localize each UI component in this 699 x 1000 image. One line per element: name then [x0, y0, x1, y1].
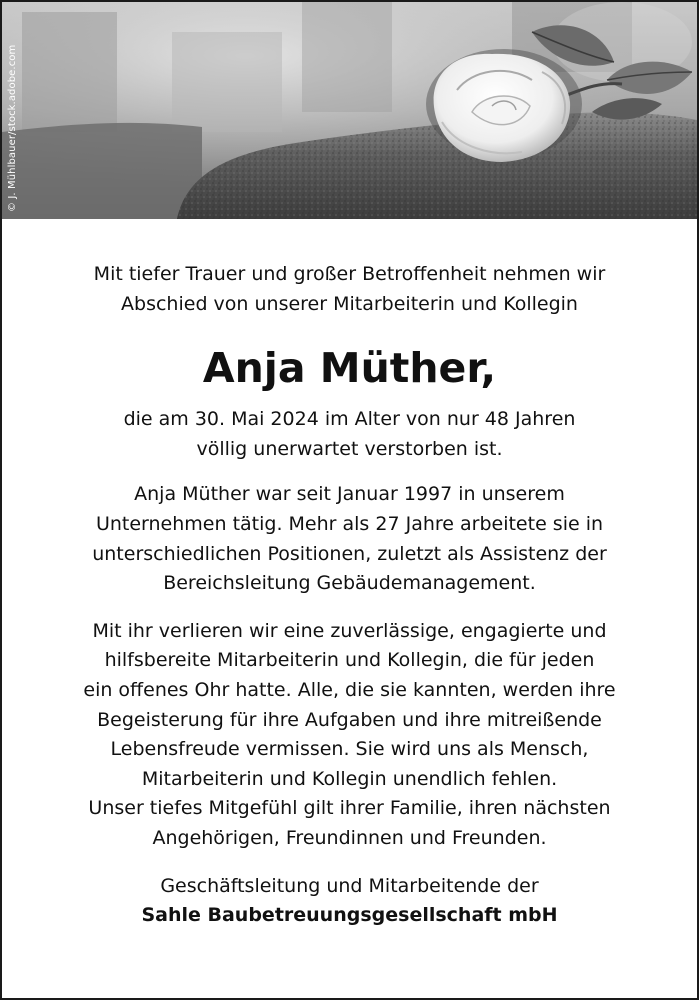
tribute-paragraph [2, 617, 697, 854]
intro-line: Abschied von unserer Mitarbeiterin und Kollegin [121, 292, 578, 315]
tribute-line: hilfsbereite Mitarbeiterin und Kollegin, die für jeden [104, 649, 595, 672]
career-paragraph [2, 480, 697, 598]
tribute-line: Mitarbeiterin und Kollegin unendlich fehlen. [141, 767, 558, 790]
death-notice-line: völlig unerwartet verstorben ist. [196, 437, 503, 460]
rose-on-stone-image [2, 2, 697, 219]
death-notice-paragraph [2, 405, 697, 464]
death-notice-line: die am 30. Mai 2024 im Alter von nur 48 Jahren [123, 408, 576, 431]
company-name: Sahle Baubetreuungsgesellschaft mbH [141, 904, 558, 927]
memorial-photo [2, 2, 697, 219]
career-line: Unternehmen tätig. Mehr als 27 Jahre arbeitete sie in [95, 512, 604, 535]
career-line: unterschiedlichen Positionen, zuletzt als Assistenz der [92, 542, 607, 565]
career-line: Anja Müther war seit Januar 1997 in unserem [134, 483, 565, 506]
tribute-line: ein offenes Ohr hatte. Alle, die sie kannten, werden ihre [83, 678, 616, 701]
career-line: Bereichsleitung Gebäudemanagement. [163, 572, 536, 595]
tribute-line: Begeisterung für ihre Aufgaben und ihre mitreißende [97, 708, 602, 731]
signature-block [2, 872, 697, 931]
obituary-text [2, 260, 697, 931]
deceased-name: Anja Müther, [202, 344, 497, 393]
tribute-line: Lebensfreude vermissen. Sie wird uns als Mensch, [110, 738, 589, 761]
tribute-line: Angehörigen, Freundinnen und Freunden. [152, 826, 547, 849]
signature-line: Geschäftsleitung und Mitarbeitende der [160, 874, 539, 897]
photo-credit: © J. Mühlbauer/stock.adobe.com [7, 44, 18, 212]
intro-paragraph [2, 260, 697, 319]
tribute-line: Mit ihr verlieren wir eine zuverlässige, engagierte und [92, 619, 607, 642]
tribute-line: Unser tiefes Mitgefühl gilt ihrer Familie, ihren nächsten [88, 797, 611, 820]
intro-line: Mit tiefer Trauer und großer Betroffenheit nehmen wir [93, 263, 606, 285]
